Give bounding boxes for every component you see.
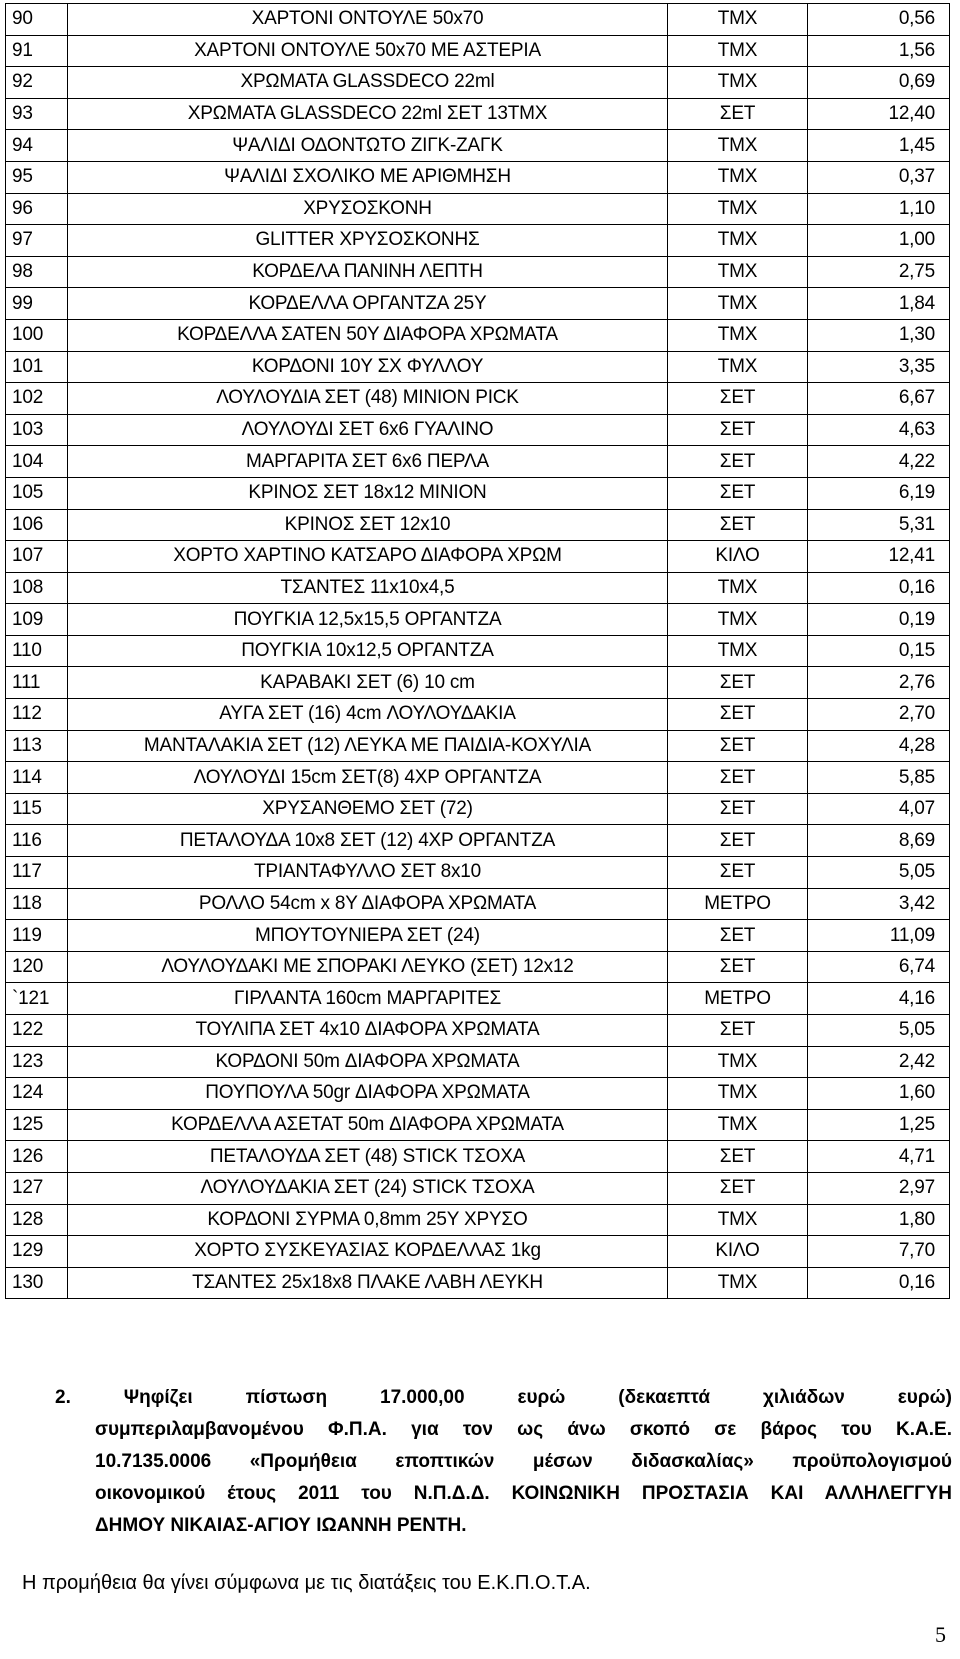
item-number: 115 <box>6 793 68 825</box>
item-number: 95 <box>6 161 68 193</box>
item-number: 110 <box>6 635 68 667</box>
item-description: ΠΟΥΓΚΙΑ 10x12,5 ΟΡΓΑΝΤΖΑ <box>68 635 668 667</box>
table-row <box>6 225 950 257</box>
item-number: 98 <box>6 256 68 288</box>
table-row <box>6 477 950 509</box>
item-price: 1,60 <box>808 1078 950 1110</box>
items-table-body <box>6 4 950 1299</box>
item-unit: ΤΜΧ <box>668 1204 808 1236</box>
item-unit: ΣΕΤ <box>668 920 808 952</box>
table-row <box>6 1236 950 1268</box>
item-unit: ΤΜΧ <box>668 67 808 99</box>
item-unit: ΤΜΧ <box>668 4 808 36</box>
table-row <box>6 319 950 351</box>
item-unit: ΤΜΧ <box>668 161 808 193</box>
item-price: 1,80 <box>808 1204 950 1236</box>
item-price: 6,19 <box>808 477 950 509</box>
item-price: 1,30 <box>808 319 950 351</box>
item-price: 2,70 <box>808 699 950 731</box>
item-unit: ΤΜΧ <box>668 193 808 225</box>
item-description: ΚΟΡΔΟΝΙ 50m ΔΙΑΦΟΡΑ ΧΡΩΜΑΤΑ <box>68 1046 668 1078</box>
item-unit: ΣΕΤ <box>668 446 808 478</box>
item-unit: ΣΕΤ <box>668 509 808 541</box>
table-row <box>6 4 950 36</box>
item-description: ΛΟΥΛΟΥΔΙ 15cm ΣΕΤ(8) 4ΧΡ ΟΡΓΑΝΤΖΑ <box>68 762 668 794</box>
table-row <box>6 635 950 667</box>
item-unit: ΣΕΤ <box>668 825 808 857</box>
table-row <box>6 35 950 67</box>
resolution-line-4: οικονομικού έτους 2011 του Ν.Π.Δ.Δ. ΚΟΙΝΩΝΙΚΗ ΠΡΟΣΤΑΣΙΑ ΚΑΙ ΑΛΛΗΛΕΓΓΥΗ <box>95 1483 952 1504</box>
item-unit: ΣΕΤ <box>668 857 808 889</box>
table-row <box>6 730 950 762</box>
table-row <box>6 351 950 383</box>
item-description: ΧΡΥΣΑΝΘΕΜΟ ΣΕΤ (72) <box>68 793 668 825</box>
item-description: ΧΑΡΤΟΝΙ ΟΝΤΟΥΛΕ 50x70 <box>68 4 668 36</box>
item-description: ΜΑΡΓΑΡΙΤΑ ΣΕΤ 6x6 ΠΕΡΛΑ <box>68 446 668 478</box>
item-number: 113 <box>6 730 68 762</box>
item-description: ΚΟΡΔΟΝΙ 10Υ ΣΧ ΦΥΛΛΟΥ <box>68 351 668 383</box>
item-price: 6,74 <box>808 951 950 983</box>
item-number: 102 <box>6 383 68 415</box>
footer-note: Η προμήθεια θα γίνει σύμφωνα με τις διατάξεις του Ε.Κ.Π.Ο.Τ.Α. <box>22 1572 591 1594</box>
item-number: 107 <box>6 541 68 573</box>
item-number: 116 <box>6 825 68 857</box>
item-number: 108 <box>6 572 68 604</box>
item-description: ΧΡΥΣΟΣΚΟΝΗ <box>68 193 668 225</box>
table-row <box>6 920 950 952</box>
item-unit: ΤΜΧ <box>668 225 808 257</box>
item-description: GLITTER ΧΡΥΣΟΣΚΟΝΗΣ <box>68 225 668 257</box>
table-row <box>6 256 950 288</box>
item-price: 3,42 <box>808 888 950 920</box>
item-description: ΠΕΤΑΛΟΥΔΑ ΣΕΤ (48) STICK ΤΣΟΧΑ <box>68 1141 668 1173</box>
item-description: ΜΑΝΤΑΛΑΚΙΑ ΣΕΤ (12) ΛΕΥΚΑ ΜΕ ΠΑΙΔΙΑ-ΚΟΧΥΛΙΑ <box>68 730 668 762</box>
item-description: ΠΟΥΓΚΙΑ 12,5x15,5 ΟΡΓΑΝΤΖΑ <box>68 604 668 636</box>
item-price: 2,42 <box>808 1046 950 1078</box>
item-price: 1,25 <box>808 1109 950 1141</box>
item-number: 120 <box>6 951 68 983</box>
table-row <box>6 888 950 920</box>
item-price: 0,69 <box>808 67 950 99</box>
item-number: 123 <box>6 1046 68 1078</box>
item-price: 0,19 <box>808 604 950 636</box>
item-price: 4,71 <box>808 1141 950 1173</box>
item-description: ΧΡΩΜΑΤΑ GLASSDECO 22ml <box>68 67 668 99</box>
item-description: ΨΑΛΙΔΙ ΟΔΟΝΤΩΤΟ ΖΙΓΚ-ΖΑΓΚ <box>68 130 668 162</box>
item-description: ΚΡΙΝΟΣ ΣΕΤ 12x10 <box>68 509 668 541</box>
item-number: 97 <box>6 225 68 257</box>
item-description: ΛΟΥΛΟΥΔΑΚΙΑ ΣΕΤ (24) STICK ΤΣΟΧΑ <box>68 1172 668 1204</box>
item-price: 0,16 <box>808 1267 950 1299</box>
table-row <box>6 67 950 99</box>
item-unit: ΚΙΛΟ <box>668 541 808 573</box>
table-row <box>6 604 950 636</box>
table-row <box>6 383 950 415</box>
item-number: 106 <box>6 509 68 541</box>
item-description: ΧΟΡΤΟ ΧΑΡΤΙΝΟ ΚΑΤΣΑΡΟ ΔΙΑΦΟΡΑ ΧΡΩΜ <box>68 541 668 573</box>
item-number: 125 <box>6 1109 68 1141</box>
item-price: 8,69 <box>808 825 950 857</box>
table-row <box>6 1172 950 1204</box>
item-price: 4,28 <box>808 730 950 762</box>
table-row <box>6 667 950 699</box>
item-unit: ΤΜΧ <box>668 319 808 351</box>
item-price: 4,16 <box>808 983 950 1015</box>
item-number: 114 <box>6 762 68 794</box>
item-description: ΤΟΥΛΙΠΑ ΣΕΤ 4x10 ΔΙΑΦΟΡΑ ΧΡΩΜΑΤΑ <box>68 1015 668 1047</box>
table-row <box>6 825 950 857</box>
item-number: 105 <box>6 477 68 509</box>
item-number: 90 <box>6 4 68 36</box>
table-row <box>6 1141 950 1173</box>
item-number: 99 <box>6 288 68 320</box>
item-price: 5,85 <box>808 762 950 794</box>
item-unit: ΜΕΤΡΟ <box>668 888 808 920</box>
item-description: ΤΣΑΝΤΕΣ 11x10x4,5 <box>68 572 668 604</box>
table-row <box>6 1109 950 1141</box>
item-description: ΑΥΓΑ ΣΕΤ (16) 4cm ΛΟΥΛΟΥΔΑΚΙΑ <box>68 699 668 731</box>
item-price: 4,22 <box>808 446 950 478</box>
item-number: 96 <box>6 193 68 225</box>
resolution-line-2: συμπεριλαμβανομένου Φ.Π.Α. για τον ως άνω σκοπό σε βάρος του Κ.Α.Ε. <box>95 1419 952 1440</box>
item-price: 7,70 <box>808 1236 950 1268</box>
table-row <box>6 130 950 162</box>
table-row <box>6 98 950 130</box>
page-number: 5 <box>935 1622 946 1647</box>
item-unit: ΣΕΤ <box>668 477 808 509</box>
item-unit: ΤΜΧ <box>668 35 808 67</box>
items-table <box>5 3 950 1299</box>
item-price: 12,40 <box>808 98 950 130</box>
item-unit: ΚΙΛΟ <box>668 1236 808 1268</box>
item-description: ΧΑΡΤΟΝΙ ΟΝΤΟΥΛΕ 50x70 ΜΕ ΑΣΤΕΡΙΑ <box>68 35 668 67</box>
item-number: 111 <box>6 667 68 699</box>
item-number: 128 <box>6 1204 68 1236</box>
table-row <box>6 414 950 446</box>
item-number: 117 <box>6 857 68 889</box>
item-description: ΡΟΛΛΟ 54cm x 8Υ ΔΙΑΦΟΡΑ ΧΡΩΜΑΤΑ <box>68 888 668 920</box>
resolution-line-1: 2. Ψηφίζει πίστωση 17.000,00 ευρώ (δεκαεπτά χιλιάδων ευρώ) <box>55 1387 952 1408</box>
table-row <box>6 762 950 794</box>
item-description: ΜΠΟΥΤΟΥΝΙΕΡΑ ΣΕΤ (24) <box>68 920 668 952</box>
table-row <box>6 1267 950 1299</box>
table-row <box>6 193 950 225</box>
item-price: 1,00 <box>808 225 950 257</box>
resolution-line-3: 10.7135.0006 «Προμήθεια εποπτικών μέσων διδασκαλίας» προϋπολογισμού <box>95 1451 952 1472</box>
item-unit: ΤΜΧ <box>668 130 808 162</box>
item-description: ΨΑΛΙΔΙ ΣΧΟΛΙΚΟ ΜΕ ΑΡΙΘΜΗΣΗ <box>68 161 668 193</box>
item-number: 104 <box>6 446 68 478</box>
item-unit: ΤΜΧ <box>668 256 808 288</box>
table-row <box>6 1015 950 1047</box>
item-unit: ΤΜΧ <box>668 604 808 636</box>
item-number: 101 <box>6 351 68 383</box>
item-unit: ΤΜΧ <box>668 288 808 320</box>
item-description: ΚΟΡΔΕΛΛΑ ΣΑΤΕΝ 50Υ ΔΙΑΦΟΡΑ ΧΡΩΜΑΤΑ <box>68 319 668 351</box>
item-description: ΚΟΡΔΟΝΙ ΣΥΡΜΑ 0,8mm 25Υ ΧΡΥΣΟ <box>68 1204 668 1236</box>
item-unit: ΣΕΤ <box>668 1141 808 1173</box>
item-unit: ΤΜΧ <box>668 1078 808 1110</box>
item-unit: ΣΕΤ <box>668 762 808 794</box>
item-price: 4,63 <box>808 414 950 446</box>
item-unit: ΣΕΤ <box>668 667 808 699</box>
item-number: 124 <box>6 1078 68 1110</box>
item-unit: ΜΕΤΡΟ <box>668 983 808 1015</box>
item-number: 122 <box>6 1015 68 1047</box>
item-number: `121 <box>6 983 68 1015</box>
item-description: ΠΕΤΑΛΟΥΔΑ 10x8 ΣΕΤ (12) 4ΧΡ ΟΡΓΑΝΤΖΑ <box>68 825 668 857</box>
resolution-line-5: ΔΗΜΟΥ ΝΙΚΑΙΑΣ-ΑΓΙΟΥ ΙΩΑΝΝΗ ΡΕΝΤΗ. <box>95 1515 467 1536</box>
item-price: 3,35 <box>808 351 950 383</box>
table-row <box>6 1046 950 1078</box>
item-description: ΚΡΙΝΟΣ ΣΕΤ 18x12 ΜΙΝΙΟΝ <box>68 477 668 509</box>
table-row <box>6 446 950 478</box>
item-unit: ΤΜΧ <box>668 1046 808 1078</box>
item-unit: ΣΕΤ <box>668 793 808 825</box>
item-price: 0,16 <box>808 572 950 604</box>
item-description: ΚΟΡΔΕΛΛΑ ΟΡΓΑΝΤΖΑ 25Υ <box>68 288 668 320</box>
table-row <box>6 699 950 731</box>
item-price: 1,84 <box>808 288 950 320</box>
item-unit: ΣΕΤ <box>668 730 808 762</box>
item-number: 126 <box>6 1141 68 1173</box>
item-description: ΛΟΥΛΟΥΔΙΑ ΣΕΤ (48) ΜΙΝΙΟΝ PICK <box>68 383 668 415</box>
item-number: 119 <box>6 920 68 952</box>
item-description: ΠΟΥΠΟΥΛΑ 50gr ΔΙΑΦΟΡΑ ΧΡΩΜΑΤΑ <box>68 1078 668 1110</box>
item-price: 1,10 <box>808 193 950 225</box>
item-number: 130 <box>6 1267 68 1299</box>
item-price: 6,67 <box>808 383 950 415</box>
item-number: 103 <box>6 414 68 446</box>
table-row <box>6 572 950 604</box>
item-number: 91 <box>6 35 68 67</box>
table-row <box>6 1204 950 1236</box>
item-unit: ΣΕΤ <box>668 951 808 983</box>
item-unit: ΣΕΤ <box>668 383 808 415</box>
item-unit: ΤΜΧ <box>668 1267 808 1299</box>
item-price: 1,56 <box>808 35 950 67</box>
item-description: ΧΟΡΤΟ ΣΥΣΚΕΥΑΣΙΑΣ ΚΟΡΔΕΛΛΑΣ 1kg <box>68 1236 668 1268</box>
table-row <box>6 161 950 193</box>
item-unit: ΤΜΧ <box>668 572 808 604</box>
item-number: 92 <box>6 67 68 99</box>
item-number: 94 <box>6 130 68 162</box>
item-unit: ΣΕΤ <box>668 1172 808 1204</box>
table-row <box>6 951 950 983</box>
item-price: 4,07 <box>808 793 950 825</box>
table-row <box>6 793 950 825</box>
item-unit: ΤΜΧ <box>668 635 808 667</box>
item-number: 100 <box>6 319 68 351</box>
item-price: 11,09 <box>808 920 950 952</box>
table-row <box>6 509 950 541</box>
item-number: 129 <box>6 1236 68 1268</box>
item-unit: ΣΕΤ <box>668 414 808 446</box>
item-price: 0,15 <box>808 635 950 667</box>
item-description: ΛΟΥΛΟΥΔΙ ΣΕΤ 6x6 ΓΥΑΛΙΝΟ <box>68 414 668 446</box>
item-description: ΓΙΡΛΑΝΤΑ 160cm ΜΑΡΓΑΡΙΤΕΣ <box>68 983 668 1015</box>
item-unit: ΣΕΤ <box>668 699 808 731</box>
item-number: 127 <box>6 1172 68 1204</box>
table-row <box>6 288 950 320</box>
item-price: 0,37 <box>808 161 950 193</box>
item-price: 5,05 <box>808 1015 950 1047</box>
item-unit: ΣΕΤ <box>668 1015 808 1047</box>
item-unit: ΣΕΤ <box>668 98 808 130</box>
table-row <box>6 983 950 1015</box>
item-price: 2,75 <box>808 256 950 288</box>
table-row <box>6 541 950 573</box>
table-row <box>6 1078 950 1110</box>
item-description: ΤΣΑΝΤΕΣ 25x18x8 ΠΛΑΚΕ ΛΑΒΗ ΛΕΥΚΗ <box>68 1267 668 1299</box>
item-price: 2,76 <box>808 667 950 699</box>
item-description: ΚΟΡΔΕΛΑ ΠΑΝΙΝΗ ΛΕΠΤΗ <box>68 256 668 288</box>
item-unit: ΤΜΧ <box>668 1109 808 1141</box>
table-row <box>6 857 950 889</box>
item-price: 1,45 <box>808 130 950 162</box>
item-price: 12,41 <box>808 541 950 573</box>
item-description: ΛΟΥΛΟΥΔΑΚΙ ΜΕ ΣΠΟΡΑΚΙ ΛΕΥΚΟ (ΣΕΤ) 12x12 <box>68 951 668 983</box>
item-unit: ΤΜΧ <box>668 351 808 383</box>
item-number: 118 <box>6 888 68 920</box>
item-description: ΤΡΙΑΝΤΑΦΥΛΛΟ ΣΕΤ 8x10 <box>68 857 668 889</box>
item-price: 2,97 <box>808 1172 950 1204</box>
item-number: 93 <box>6 98 68 130</box>
resolution-paragraph <box>55 1382 952 1542</box>
item-description: ΚΑΡΑΒΑΚΙ ΣΕΤ (6) 10 cm <box>68 667 668 699</box>
item-number: 112 <box>6 699 68 731</box>
item-price: 5,05 <box>808 857 950 889</box>
item-description: ΚΟΡΔΕΛΛΑ ΑΣΕΤΑΤ 50m ΔΙΑΦΟΡΑ ΧΡΩΜΑΤΑ <box>68 1109 668 1141</box>
item-price: 5,31 <box>808 509 950 541</box>
item-description: ΧΡΩΜΑΤΑ GLASSDECO 22ml ΣΕΤ 13ΤΜΧ <box>68 98 668 130</box>
item-price: 0,56 <box>808 4 950 36</box>
item-number: 109 <box>6 604 68 636</box>
